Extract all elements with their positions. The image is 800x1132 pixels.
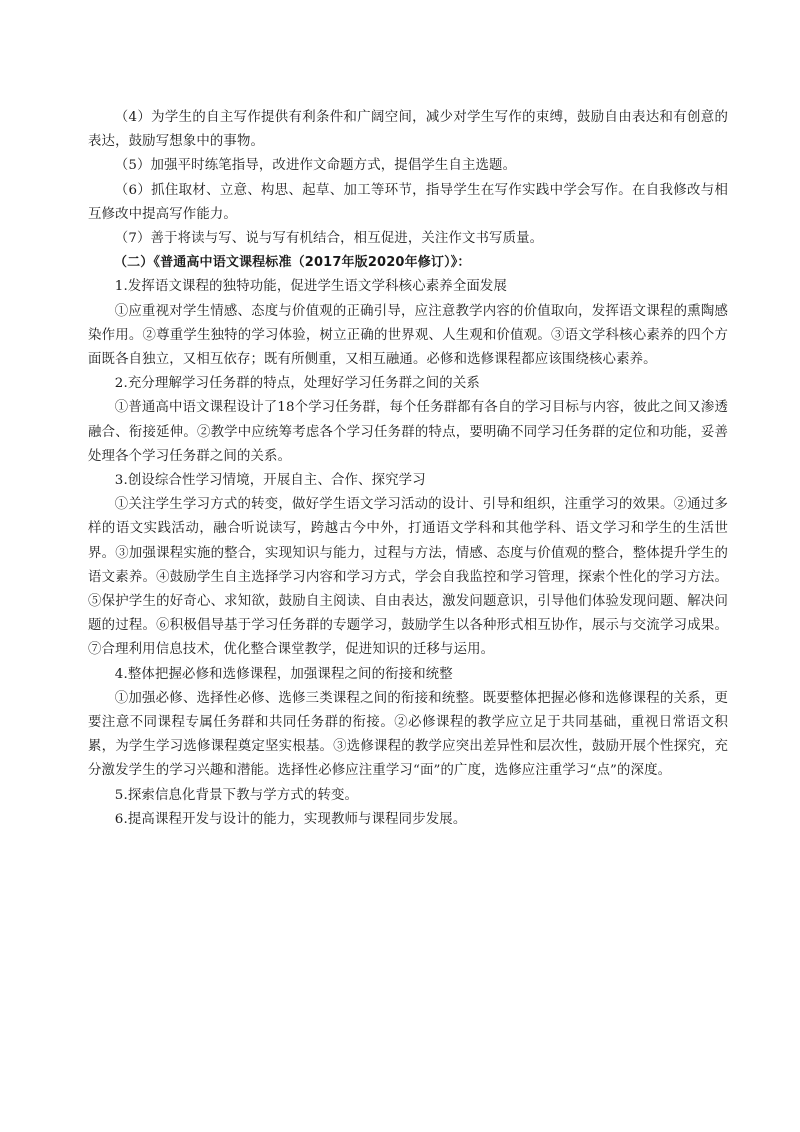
point-2-body: ①普通高中语文课程设计了18个学习任务群，每个任务群都有各自的学习目标与内容，彼此之间又渗透融合、衔接延伸。②教学中应统筹考虑各个学习任务群的特点，要明确不同学习任务群的定位和功能，妥善处理各个学习任务群之间的关系。 [88,400,728,464]
writing-guideline-4: （4）为学生的自主写作提供有利条件和广阔空间，减少对学生写作的束缚，鼓励自由表达和有创意的表达，鼓励写想象中的事物。 [88,110,728,150]
writing-guideline-6: （6）抓住取材、立意、构思、起草、加工等环节，指导学生在写作实践中学会写作。在自我修改与相互修改中提高写作能力。 [88,182,728,222]
point-4-body: ①加强必修、选择性必修、选修三类课程之间的衔接和统整。既要整体把握必修和选修课程的关系，更要注意不同课程专属任务群和共同任务群的衔接。②必修课程的教学应立足于共同基础，重视日常语文积累，为学生学习选修课程奠定坚实根基。③选修课程的教学应突出差异性和层次性，鼓励开展个性探究，充分激发学生的学习兴趣和潜能。选择性必修应注重学习“面”的广度，选修应注重学习“点”的深度。 [88,690,728,779]
writing-guideline-7: （7）善于将读与写、说与写有机结合，相互促进，关注作文书写质量。 [114,231,544,247]
section-heading: （二）《普通高中语文课程标准（2017年版2020年修订）》： [114,255,471,271]
point-1-title: 1.发挥语文课程的独特功能，促进学生语文学科核心素养全面发展 [114,279,508,295]
document-page [88,106,728,832]
point-2-title: 2.充分理解学习任务群的特点，处理好学习任务群之间的关系 [114,376,480,392]
point-3-body: ①关注学生学习方式的转变，做好学生语文学习活动的设计、引导和组织，注重学习的效果。②通过多样的语文实践活动，融合听说读写，跨越古今中外，打通语文学科和其他学科、语文学习和学生的生活世界。③加强课程实施的整合，实现知识与能力，过程与方法，情感、态度与价值观的整合，整体提升学生的语文素养。④鼓励学生自主选择学习内容和学习方式，学会自我监控和学习管理，探索个性化的学习方法。⑤保护学生的好奇心、求知欲，鼓励自主阅读、自由表达，激发问题意识，引导他们体验发现问题、解决问题的过程。⑥积极倡导基于学习任务群的专题学习，鼓励学生以各种形式相互协作，展示与交流学习成果。⑦合理利用信息技术，优化整合课堂教学，促进知识的迁移与运用。 [88,497,728,658]
point-5-title: 5.探索信息化背景下教与学方式的转变。 [114,787,359,803]
writing-guideline-5: （5）加强平时练笔指导，改进作文命题方式，提倡学生自主选题。 [114,158,517,174]
point-4-title: 4.整体把握必修和选修课程，加强课程之间的衔接和统整 [114,666,453,682]
point-1-body: ①应重视对学生情感、态度与价值观的正确引导，应注意教学内容的价值取向，发挥语文课程的熏陶感染作用。②尊重学生独特的学习体验，树立正确的世界观、人生观和价值观。③语文学科核心素养的四个方面既各自独立，又相互依存；既有所侧重，又相互融通。必修和选修课程都应该围绕核心素养。 [88,303,728,368]
point-3-title: 3.创设综合性学习情境，开展自主、合作、探究学习 [114,473,426,489]
point-6-title: 6.提高课程开发与设计的能力，实现教师与课程同步发展。 [114,811,467,827]
